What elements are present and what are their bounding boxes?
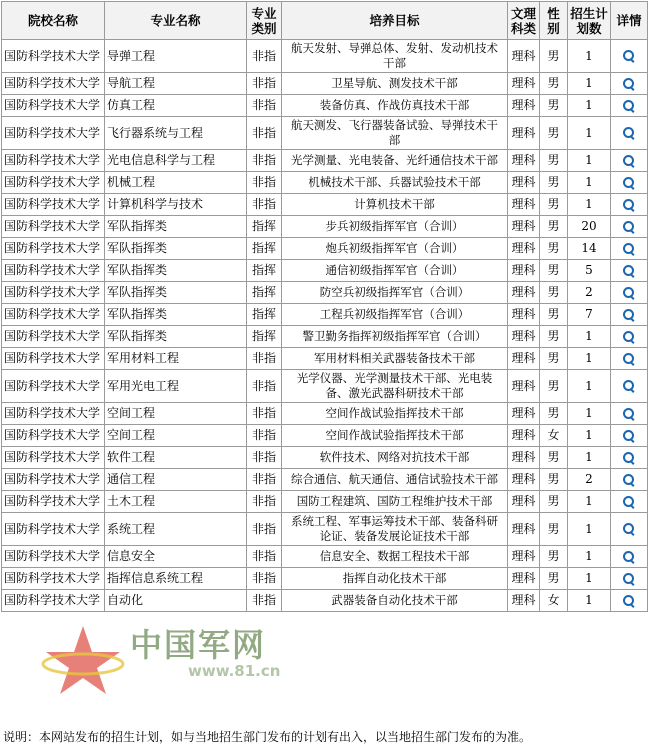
row-gender: 男	[540, 513, 568, 546]
row-subject: 理科	[508, 348, 540, 370]
search-icon[interactable]	[622, 451, 636, 465]
row-major: 军用光电工程	[105, 370, 247, 403]
row-school: 国防科学技术大学	[2, 40, 105, 73]
search-icon[interactable]	[622, 77, 636, 91]
search-icon[interactable]	[622, 286, 636, 300]
row-subject: 理科	[508, 117, 540, 150]
table-row	[2, 546, 648, 568]
row-major-type: 非指	[247, 590, 282, 612]
row-major-type: 非指	[247, 95, 282, 117]
row-plan-count: 1	[568, 425, 611, 447]
row-major-type: 非指	[247, 403, 282, 425]
row-subject: 理科	[508, 216, 540, 238]
row-major-type: 非指	[247, 150, 282, 172]
header-detail: 详情	[611, 2, 648, 40]
row-major-type: 非指	[247, 513, 282, 546]
row-gender: 男	[540, 40, 568, 73]
row-plan-count: 2	[568, 282, 611, 304]
row-gender: 男	[540, 282, 568, 304]
row-plan-count: 1	[568, 73, 611, 95]
row-major: 空间工程	[105, 425, 247, 447]
row-plan-count: 1	[568, 348, 611, 370]
row-subject: 理科	[508, 326, 540, 348]
row-plan-count: 1	[568, 491, 611, 513]
search-icon[interactable]	[622, 352, 636, 366]
search-icon[interactable]	[622, 308, 636, 322]
row-subject: 理科	[508, 513, 540, 546]
row-goal: 空间作战试验指挥技术干部	[282, 425, 508, 447]
table-row	[2, 370, 648, 403]
row-major: 信息安全	[105, 546, 247, 568]
row-subject: 理科	[508, 238, 540, 260]
row-major-type: 非指	[247, 546, 282, 568]
search-icon[interactable]	[622, 429, 636, 443]
header-major-type: 专业 类别	[247, 2, 282, 40]
row-major: 光电信息科学与工程	[105, 150, 247, 172]
row-gender: 男	[540, 117, 568, 150]
row-gender: 男	[540, 546, 568, 568]
row-plan-count: 1	[568, 447, 611, 469]
table-row	[2, 95, 648, 117]
row-subject: 理科	[508, 282, 540, 304]
row-major: 系统工程	[105, 513, 247, 546]
table-row	[2, 447, 648, 469]
row-detail	[611, 348, 648, 370]
row-detail	[611, 568, 648, 590]
header-school: 院校名称	[2, 2, 105, 40]
row-subject: 理科	[508, 194, 540, 216]
search-icon[interactable]	[622, 154, 636, 168]
row-gender: 男	[540, 172, 568, 194]
search-icon[interactable]	[622, 198, 636, 212]
table-row	[2, 40, 648, 73]
row-detail	[611, 326, 648, 348]
row-school: 国防科学技术大学	[2, 216, 105, 238]
row-school: 国防科学技术大学	[2, 447, 105, 469]
row-school: 国防科学技术大学	[2, 425, 105, 447]
table-row	[2, 326, 648, 348]
row-plan-count: 1	[568, 117, 611, 150]
search-icon[interactable]	[622, 49, 636, 63]
row-major-type: 非指	[247, 370, 282, 403]
search-icon[interactable]	[622, 522, 636, 536]
row-school: 国防科学技术大学	[2, 326, 105, 348]
row-subject: 理科	[508, 172, 540, 194]
table-row	[2, 150, 648, 172]
row-major: 导弹工程	[105, 40, 247, 73]
search-icon[interactable]	[622, 594, 636, 608]
row-detail	[611, 40, 648, 73]
row-school: 国防科学技术大学	[2, 590, 105, 612]
row-gender: 女	[540, 425, 568, 447]
header-goal: 培养目标	[282, 2, 508, 40]
row-major: 军用材料工程	[105, 348, 247, 370]
table-row	[2, 238, 648, 260]
row-goal: 军用材料相关武器装备技术干部	[282, 348, 508, 370]
row-school: 国防科学技术大学	[2, 95, 105, 117]
row-gender: 男	[540, 348, 568, 370]
row-gender: 男	[540, 194, 568, 216]
row-goal: 机械技术干部、兵器试验技术干部	[282, 172, 508, 194]
row-subject: 理科	[508, 469, 540, 491]
row-detail	[611, 491, 648, 513]
table-row	[2, 73, 648, 95]
row-gender: 男	[540, 491, 568, 513]
table-row	[2, 304, 648, 326]
row-school: 国防科学技术大学	[2, 172, 105, 194]
row-major-type: 非指	[247, 194, 282, 216]
row-goal: 信息安全、数据工程技术干部	[282, 546, 508, 568]
row-plan-count: 7	[568, 304, 611, 326]
table-header	[2, 2, 648, 40]
row-goal: 指挥自动化技术干部	[282, 568, 508, 590]
row-plan-count: 1	[568, 172, 611, 194]
row-plan-count: 20	[568, 216, 611, 238]
search-icon[interactable]	[622, 264, 636, 278]
row-major-type: 指挥	[247, 216, 282, 238]
row-detail	[611, 590, 648, 612]
row-school: 国防科学技术大学	[2, 282, 105, 304]
row-major-type: 指挥	[247, 282, 282, 304]
row-subject: 理科	[508, 370, 540, 403]
row-gender: 男	[540, 73, 568, 95]
row-goal: 空间作战试验指挥技术干部	[282, 403, 508, 425]
search-icon[interactable]	[622, 473, 636, 487]
row-plan-count: 1	[568, 590, 611, 612]
row-goal: 通信初级指挥军官（合训）	[282, 260, 508, 282]
row-plan-count: 1	[568, 568, 611, 590]
search-icon[interactable]	[622, 379, 636, 393]
row-major: 军队指挥类	[105, 216, 247, 238]
row-major-type: 非指	[247, 469, 282, 491]
row-subject: 理科	[508, 425, 540, 447]
row-subject: 理科	[508, 40, 540, 73]
watermark-name: 中国军网	[130, 626, 267, 664]
row-plan-count: 1	[568, 513, 611, 546]
row-subject: 理科	[508, 546, 540, 568]
row-detail	[611, 172, 648, 194]
row-school: 国防科学技术大学	[2, 194, 105, 216]
row-major: 软件工程	[105, 447, 247, 469]
table-row	[2, 469, 648, 491]
row-major: 军队指挥类	[105, 326, 247, 348]
row-subject: 理科	[508, 491, 540, 513]
table-row	[2, 348, 648, 370]
row-goal: 炮兵初级指挥军官（合训）	[282, 238, 508, 260]
row-detail	[611, 513, 648, 546]
row-major: 飞行器系统与工程	[105, 117, 247, 150]
watermark-url: www.81.cn	[188, 662, 281, 680]
row-plan-count: 5	[568, 260, 611, 282]
row-gender: 男	[540, 469, 568, 491]
row-plan-count: 1	[568, 95, 611, 117]
row-goal: 航天测发、飞行器装备试验、导弹技术干 部	[282, 117, 508, 150]
row-major-type: 指挥	[247, 238, 282, 260]
row-detail	[611, 150, 648, 172]
table-row	[2, 513, 648, 546]
row-major: 通信工程	[105, 469, 247, 491]
header-major: 专业名称	[105, 2, 247, 40]
row-school: 国防科学技术大学	[2, 568, 105, 590]
footnote: 说明：本网站发布的招生计划，如与当地招生部门发布的计划有出入，以当地招生部门发布的为准。	[3, 730, 532, 744]
search-icon[interactable]	[622, 550, 636, 564]
row-school: 国防科学技术大学	[2, 491, 105, 513]
row-plan-count: 1	[568, 370, 611, 403]
search-icon[interactable]	[622, 572, 636, 586]
row-goal: 航天发射、导弹总体、发射、发动机技术 干部	[282, 40, 508, 73]
row-major: 指挥信息系统工程	[105, 568, 247, 590]
row-major-type: 非指	[247, 491, 282, 513]
search-icon[interactable]	[622, 495, 636, 509]
table-row	[2, 282, 648, 304]
row-major: 导航工程	[105, 73, 247, 95]
row-major: 自动化	[105, 590, 247, 612]
row-gender: 男	[540, 216, 568, 238]
search-icon[interactable]	[622, 407, 636, 421]
table-row	[2, 172, 648, 194]
row-goal: 步兵初级指挥军官（合训）	[282, 216, 508, 238]
table-row	[2, 260, 648, 282]
row-subject: 理科	[508, 568, 540, 590]
row-goal: 国防工程建筑、国防工程维护技术干部	[282, 491, 508, 513]
header-subject: 文理 科类	[508, 2, 540, 40]
table-row	[2, 216, 648, 238]
row-detail	[611, 304, 648, 326]
row-subject: 理科	[508, 403, 540, 425]
row-subject: 理科	[508, 95, 540, 117]
table-body	[2, 40, 648, 612]
row-school: 国防科学技术大学	[2, 348, 105, 370]
row-subject: 理科	[508, 260, 540, 282]
row-major-type: 非指	[247, 73, 282, 95]
row-plan-count: 1	[568, 40, 611, 73]
row-detail	[611, 370, 648, 403]
row-goal: 软件技术、网络对抗技术干部	[282, 447, 508, 469]
row-gender: 男	[540, 403, 568, 425]
table-row	[2, 403, 648, 425]
row-subject: 理科	[508, 590, 540, 612]
row-major: 计算机科学与技术	[105, 194, 247, 216]
row-major: 军队指挥类	[105, 282, 247, 304]
row-goal: 警卫勤务指挥初级指挥军官（合训）	[282, 326, 508, 348]
row-major: 军队指挥类	[105, 238, 247, 260]
header-gender: 性别	[540, 2, 568, 40]
search-icon[interactable]	[622, 242, 636, 256]
row-major-type: 非指	[247, 568, 282, 590]
row-major-type: 指挥	[247, 326, 282, 348]
row-gender: 男	[540, 238, 568, 260]
row-goal: 装备仿真、作战仿真技术干部	[282, 95, 508, 117]
row-major: 军队指挥类	[105, 304, 247, 326]
row-school: 国防科学技术大学	[2, 150, 105, 172]
search-icon[interactable]	[622, 330, 636, 344]
row-goal: 武器装备自动化技术干部	[282, 590, 508, 612]
row-goal: 综合通信、航天通信、通信试验技术干部	[282, 469, 508, 491]
row-gender: 男	[540, 447, 568, 469]
row-goal: 防空兵初级指挥军官（合训）	[282, 282, 508, 304]
row-detail	[611, 95, 648, 117]
row-detail	[611, 194, 648, 216]
row-detail	[611, 447, 648, 469]
enrollment-plan-table	[1, 1, 648, 612]
row-plan-count: 1	[568, 326, 611, 348]
search-icon[interactable]	[622, 99, 636, 113]
row-gender: 男	[540, 304, 568, 326]
row-gender: 男	[540, 326, 568, 348]
row-plan-count: 1	[568, 150, 611, 172]
row-gender: 男	[540, 370, 568, 403]
row-plan-count: 1	[568, 546, 611, 568]
row-major-type: 指挥	[247, 260, 282, 282]
row-detail	[611, 117, 648, 150]
row-school: 国防科学技术大学	[2, 469, 105, 491]
row-major-type: 非指	[247, 117, 282, 150]
table-row	[2, 425, 648, 447]
row-detail	[611, 238, 648, 260]
row-major-type: 非指	[247, 40, 282, 73]
row-detail	[611, 546, 648, 568]
row-goal: 光学仪器、光学测量技术干部、光电装 备、激光武器科研技术干部	[282, 370, 508, 403]
search-icon[interactable]	[622, 126, 636, 140]
row-gender: 男	[540, 568, 568, 590]
row-goal: 工程兵初级指挥军官（合训）	[282, 304, 508, 326]
row-goal: 系统工程、军事运筹技术干部、装备科研 论证、装备发展论证技术干部	[282, 513, 508, 546]
row-school: 国防科学技术大学	[2, 546, 105, 568]
row-detail	[611, 282, 648, 304]
search-icon[interactable]	[622, 220, 636, 234]
row-subject: 理科	[508, 150, 540, 172]
table-row	[2, 568, 648, 590]
row-detail	[611, 73, 648, 95]
row-plan-count: 1	[568, 194, 611, 216]
row-major: 仿真工程	[105, 95, 247, 117]
table-row	[2, 590, 648, 612]
row-plan-count: 14	[568, 238, 611, 260]
row-subject: 理科	[508, 304, 540, 326]
row-school: 国防科学技术大学	[2, 260, 105, 282]
row-gender: 女	[540, 590, 568, 612]
row-major-type: 非指	[247, 425, 282, 447]
star-emblem-icon	[38, 620, 128, 700]
row-goal: 计算机技术干部	[282, 194, 508, 216]
row-school: 国防科学技术大学	[2, 513, 105, 546]
row-subject: 理科	[508, 447, 540, 469]
row-plan-count: 1	[568, 403, 611, 425]
row-school: 国防科学技术大学	[2, 370, 105, 403]
row-detail	[611, 216, 648, 238]
row-major: 机械工程	[105, 172, 247, 194]
header-plan: 招生计 划数	[568, 2, 611, 40]
row-school: 国防科学技术大学	[2, 73, 105, 95]
row-gender: 男	[540, 260, 568, 282]
row-goal: 卫星导航、测发技术干部	[282, 73, 508, 95]
row-major-type: 非指	[247, 447, 282, 469]
row-gender: 男	[540, 150, 568, 172]
table-row	[2, 491, 648, 513]
row-major: 土木工程	[105, 491, 247, 513]
row-detail	[611, 260, 648, 282]
row-major: 空间工程	[105, 403, 247, 425]
row-school: 国防科学技术大学	[2, 238, 105, 260]
row-detail	[611, 403, 648, 425]
row-major: 军队指挥类	[105, 260, 247, 282]
row-detail	[611, 425, 648, 447]
row-major-type: 非指	[247, 172, 282, 194]
row-plan-count: 2	[568, 469, 611, 491]
row-school: 国防科学技术大学	[2, 403, 105, 425]
row-school: 国防科学技术大学	[2, 304, 105, 326]
row-major-type: 非指	[247, 348, 282, 370]
row-detail	[611, 469, 648, 491]
table-row	[2, 194, 648, 216]
row-subject: 理科	[508, 73, 540, 95]
search-icon[interactable]	[622, 176, 636, 190]
row-school: 国防科学技术大学	[2, 117, 105, 150]
row-goal: 光学测量、光电装备、光纤通信技术干部	[282, 150, 508, 172]
row-gender: 男	[540, 95, 568, 117]
table-row	[2, 117, 648, 150]
row-major-type: 指挥	[247, 304, 282, 326]
